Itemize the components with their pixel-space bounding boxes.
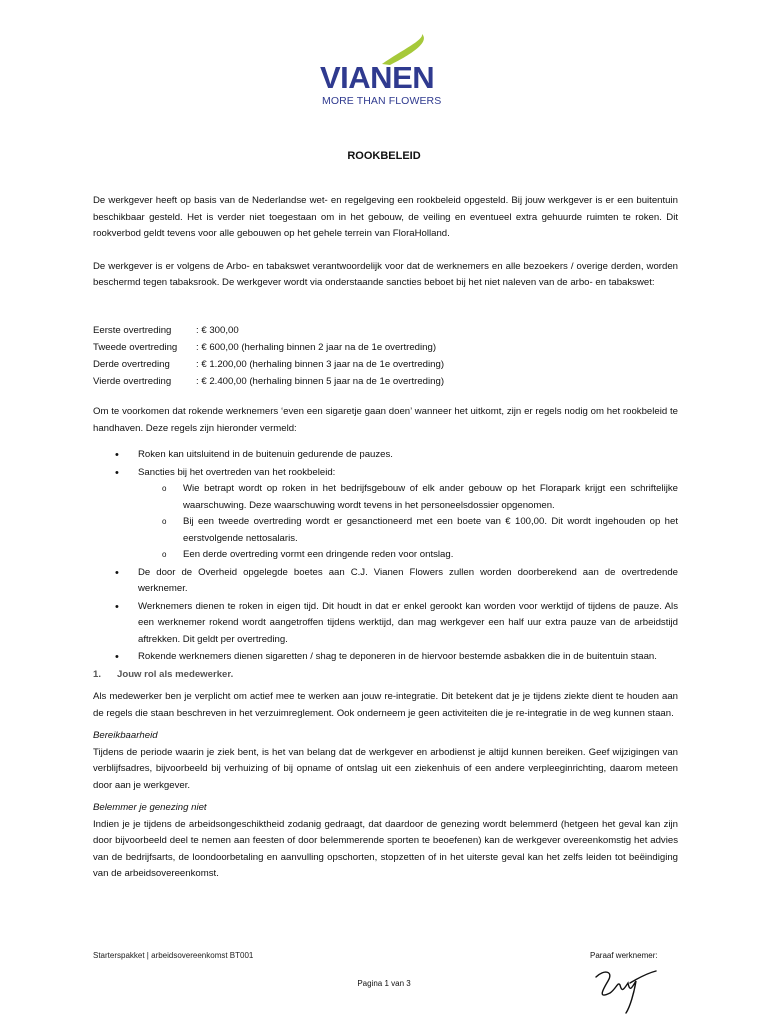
rule-item xyxy=(93,599,678,649)
rule-item xyxy=(93,447,678,464)
subsection-text-belemmer: Indien je je tijdens de arbeidsongeschiktheid zodanig gedraagt, dat daardoor de genezing wordt belemmerd (hetgeen het geval kan zijn door bijvoorbeeld deel te nemen aan feesten of door belemmerende sporten te beoefenen) kan de werkgever overeenkomstig het advies van de bedrijfsarts, de loondoorbetaling en aanvulling opschorten, stopzetten of in het uiterste geval kan het zelfs leiden tot beëindiging van de arbeidsovereenkomst. xyxy=(93,818,678,879)
rules-section xyxy=(93,404,678,883)
section-1-heading xyxy=(93,667,678,684)
subsection-title-bereikbaarheid: Bereikbaarheid xyxy=(93,730,158,741)
subsection-text-bereikbaarheid: Tijdens de periode waarin je ziek bent, is het van belang dat de werkgever en arbodienst je altijd kunnen bereiken. Geef wijzigingen van verblijfsadres, bijvoorbeeld bij verhuizing of bij opname of ontslag uit een ziekenhuis of een andere verpleeginrichting, daarom meteen door aan je werkgever. xyxy=(93,746,678,791)
fine-label: Vierde overtreding xyxy=(93,376,172,387)
fine-value: : € 1.200,00 (herhaling binnen 3 jaar na de 1e overtreding) xyxy=(196,359,445,370)
rule-text: De door de Overheid opgelegde boetes aan C.J. Vianen Flowers zullen worden doorberekend aan de overtredende werknemer. xyxy=(138,566,678,594)
fine-row xyxy=(93,339,444,356)
rule-item xyxy=(93,649,678,666)
fine-value: : € 300,00 xyxy=(196,325,239,336)
rule-item xyxy=(93,465,678,564)
rules-intro: Om te voorkomen dat rokende werknemers ‘even een sigaretje gaan doen’ wanneer het uitkomt, zijn er regels nodig om het rookbeleid te handhaven. Deze regels zijn hieronder vermeld: xyxy=(93,406,678,434)
intro-paragraph-1: De werkgever heeft op basis van de Nederlandse wet- en regelgeving een rookbeleid opgesteld. Bij jouw werkgever is er een buitentuin beschikbaar gesteld. Het is verder niet toegestaan om in het gebouw, de veiling en eventueel extra gehuurde ruimten te roken. Dit rookverbod geldt tevens voor alle gebouwen op het gehele terrein van FloraHolland. xyxy=(93,195,678,239)
fine-row xyxy=(93,322,444,339)
sanction-item xyxy=(138,481,678,514)
rule-text: Roken kan uitsluitend in de buitenuin gedurende de pauzes. xyxy=(138,449,393,460)
rules-list xyxy=(93,447,678,666)
fine-row xyxy=(93,356,444,373)
rule-text: Werknemers dienen te roken in eigen tijd. Dit houdt in dat er enkel gerookt kan worden voor werktijd of tijdens de pauze. Als een werknemer rokend wordt aangetroffen tijdens werktijd, dan mag werkgever een half uur extra pauze van de arbeidstijd aftrekken. Dit geldt per overtreding. xyxy=(138,600,678,645)
intro-paragraph-2: De werkgever is er volgens de Arbo- en tabakswet verantwoordelijk voor dat de werknemers en alle bezoekers / overige derden, worden beschermd tegen tabaksrook. De werkgever wordt via onderstaande sancties beboet bij het niet naleven van de arbo- en tabakswet: xyxy=(93,260,678,288)
fine-value: : € 2.400,00 (herhaling binnen 5 jaar na de 1e overtreding) xyxy=(196,376,445,387)
logo-name: VIANEN xyxy=(320,60,435,95)
fines-list xyxy=(93,322,444,390)
fine-row xyxy=(93,373,444,390)
sanction-text: Bij een tweede overtreding wordt er gesanctioneerd met een boete van € 100,00. Dit wordt ingehouden op het eerstvolgende nettosalaris. xyxy=(183,516,678,544)
sanction-text: Wie betrapt wordt op roken in het bedrijfsgebouw of elk ander gebouw op het Florapark krijgt een schriftelijke waarschuwing. Deze waarschuwing wordt tevens in het personeelsdossier opgenomen. xyxy=(183,483,678,511)
sanctions-sublist xyxy=(138,481,678,564)
footer-document-id: Starterspakket | arbeidsovereenkomst BT001 xyxy=(93,951,254,960)
fine-value: : € 600,00 (herhaling binnen 2 jaar na de 1e overtreding) xyxy=(196,342,437,353)
logo-tagline: MORE THAN FLOWERS xyxy=(322,95,442,107)
rule-text: Rokende werknemers dienen sigaretten / shag te deponeren in de hiervoor bestemde asbakken die in de buitentuin staan. xyxy=(138,651,657,662)
fine-label: Tweede overtreding xyxy=(93,342,178,353)
signature-icon xyxy=(590,963,660,1018)
fine-label: Derde overtreding xyxy=(93,359,170,370)
rule-text: Sancties bij het overtreden van het rookbeleid: xyxy=(138,466,336,478)
footer-initials-label: Paraaf werknemer: xyxy=(590,951,658,960)
footer-page-number: Pagina 1 van 3 xyxy=(357,979,411,988)
rule-item xyxy=(93,565,678,598)
sanction-item xyxy=(138,547,678,564)
section-number: 1. xyxy=(93,668,102,680)
section-title: Jouw rol als medewerker. xyxy=(117,668,234,680)
intro-section xyxy=(93,193,678,292)
fine-label: Eerste overtreding xyxy=(93,325,172,336)
subsection-title-belemmer: Belemmer je genezing niet xyxy=(93,802,207,813)
sanction-text: Een derde overtreding vormt een dringende reden voor ontslag. xyxy=(183,549,454,560)
section-1-paragraph: Als medewerker ben je verplicht om actief mee te werken aan jouw re-integratie. Dit betekent dat je je tijdens ziekte dient te houden aan de regels die staan beschreven in het verzuimreglement. Ook onderneem je geen activiteiten die je re-integratie in de weg kunnen staan. xyxy=(93,691,678,719)
sanction-item xyxy=(138,514,678,547)
page-title: ROOKBELEID xyxy=(347,150,421,162)
company-logo xyxy=(312,32,458,112)
